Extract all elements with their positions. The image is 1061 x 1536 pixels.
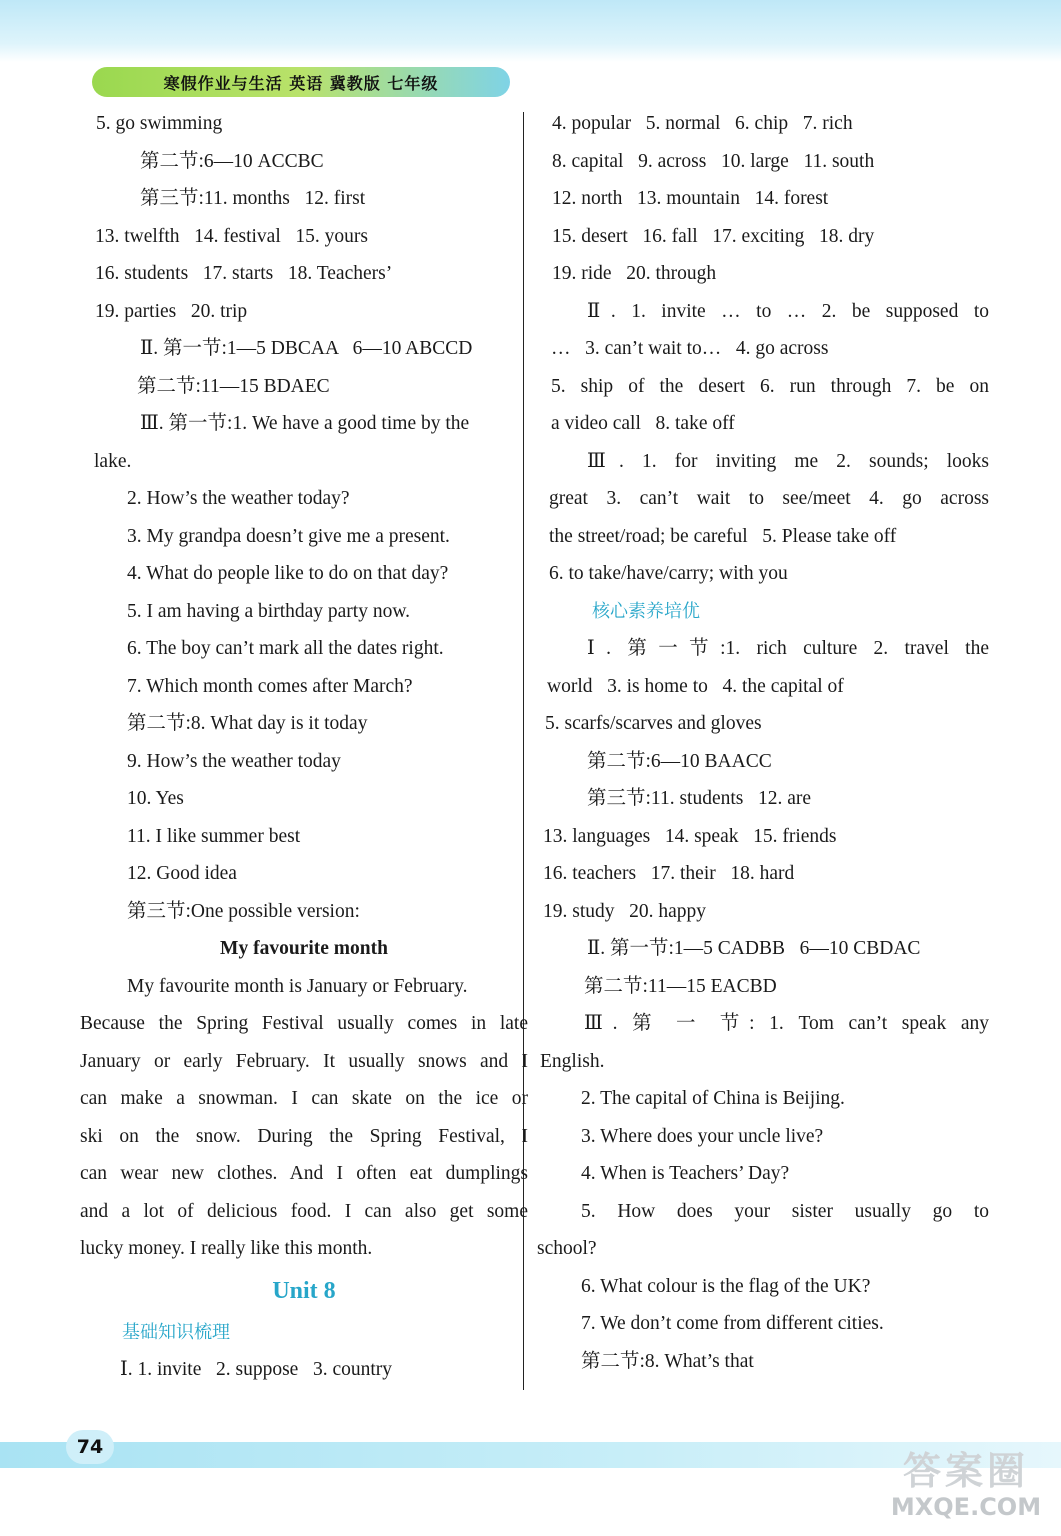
answer-line: 19. parties 20. trip [95,300,248,322]
essay-line: can wear new clothes. And I often eat dumplings [80,1163,528,1184]
answer-line: 16. teachers 17. their 18. hard [543,863,795,884]
answer-line: 第三节:11. months 12. first [140,188,366,209]
essay-title: My favourite month [220,938,388,959]
answer-line: 4. popular 5. normal 6. chip 7. rich [552,113,853,134]
answer-line: 3. My grandpa doesn’t give me a present. [127,525,450,547]
answer-line: 第三节:One possible version: [127,900,360,922]
answer-line: English. [540,1050,605,1072]
answer-line: 第二节:11—15 BDAEC [137,375,330,397]
answer-line: 7. Which month comes after March? [127,675,413,697]
answer-line: 第二节:11—15 EACBD [584,975,777,997]
answer-line: Ⅱ. 第一节:1—5 DBCAA 6—10 ABCCD [140,338,473,359]
answer-line: lake. [94,450,132,472]
watermark-url: MXQE.COM [890,1493,1042,1521]
answer-line: 11. I like summer best [127,825,301,847]
answer-line: 16. students 17. starts 18. Teachers’ [95,263,393,284]
essay-line: and a lot of delicious food. I can also get some [80,1200,528,1222]
answer-line: 第三节:11. students 12. are [587,788,812,809]
answer-line: 4. When is Teachers’ Day? [581,1163,790,1184]
watermark-text: 答案圈 [902,1449,1029,1493]
page-number: 74 [76,1436,104,1458]
answer-line: world 3. is home to 4. the capital of [547,675,844,697]
essay-line: can make a snowman. I can skate on the ice or [80,1088,528,1109]
answer-line: school? [537,1238,597,1259]
essay-line: lucky money. I really like this month. [80,1238,373,1259]
answer-line: 6. to take/have/carry; with you [549,563,788,584]
header-title: 寒假作业与生活 英语 冀教版 七年级 [163,73,439,93]
answer-line: 第二节:6—10 ACCBC [140,150,324,172]
answer-line: great 3. can’t wait to see/meet 4. go across [549,488,989,509]
section-title: 核心素养培优 [592,600,700,622]
essay-line: ski on the snow. During the Spring Festival, I [80,1125,528,1147]
answer-line: Ⅱ. 1. invite … to … 2. be supposed to [587,300,989,322]
top-banner [0,0,1061,62]
answer-line: Ⅱ. 第一节:1—5 CADBB 6—10 CBDAC [587,938,921,959]
answer-line: 第二节:8. What’s that [581,1350,754,1372]
answer-line: 10. Yes [127,788,184,809]
answer-line: 6. What colour is the flag of the UK? [581,1275,871,1297]
answer-line: 5. ship of the desert 6. run through 7. be on [551,375,989,397]
answer-line: 8. capital 9. across 10. large 11. south [552,150,875,172]
left-column [80,105,528,1389]
answer-line: the street/road; be careful 5. Please take off [549,525,897,547]
answer-line: 19. ride 20. through [552,263,717,284]
answer-line: 5. go swimming [96,113,223,134]
answer-line: 13. twelfth 14. festival 15. yours [95,225,368,247]
section-title: 基础知识梳理 [122,1321,230,1343]
answer-line: 3. Where does your uncle live? [581,1125,824,1147]
answer-line: 6. The boy can’t mark all the dates right. [127,638,444,659]
answer-line: 5. I am having a birthday party now. [127,600,411,622]
answer-line: 第二节:6—10 BAACC [587,750,772,772]
answer-line: 2. The capital of China is Beijing. [581,1088,845,1109]
essay-line: Because the Spring Festival usually comes in late [80,1013,528,1034]
answer-line: 第二节:8. What day is it today [127,713,368,734]
answer-line: 13. languages 14. speak 15. friends [543,825,837,847]
answer-line: 2. How’s the weather today? [127,488,350,509]
answer-line: Ⅲ. 第 一 节: 1. Tom can’t speak any [584,1013,989,1034]
answer-line: 4. What do people like to do on that day? [127,563,449,584]
watermark-logo [880,1440,1052,1530]
answer-line: a video call 8. take off [551,413,735,434]
answer-line: 12. north 13. mountain 14. forest [552,188,829,209]
answer-line: 19. study 20. happy [543,900,707,922]
answer-line: Ⅲ. 1. for inviting me 2. sounds; looks [587,450,989,472]
answer-line: Ⅰ. 1. invite 2. suppose 3. country [120,1359,393,1380]
answer-line: 15. desert 16. fall 17. exciting 18. dry [552,225,875,247]
essay-line: My favourite month is January or February. [127,975,468,997]
header-title-pill [92,67,510,97]
answer-line: 9. How’s the weather today [127,750,341,772]
answer-line: 5. How does your sister usually go to [581,1200,989,1222]
answer-line: 7. We don’t come from different cities. [581,1313,884,1334]
unit-title: Unit 8 [272,1277,336,1304]
answer-line: Ⅰ. 第一节:1. rich culture 2. travel the [587,638,989,659]
essay-line: January or early February. It usually snows and I [80,1050,528,1072]
answer-line: 5. scarfs/scarves and gloves [545,713,762,734]
answer-line: Ⅲ. 第一节:1. We have a good time by the [140,413,470,434]
answer-line: 12. Good idea [127,863,237,884]
right-column [537,105,989,1380]
answer-line: … 3. can’t wait to… 4. go across [551,338,829,359]
page-number-badge [66,1430,114,1464]
